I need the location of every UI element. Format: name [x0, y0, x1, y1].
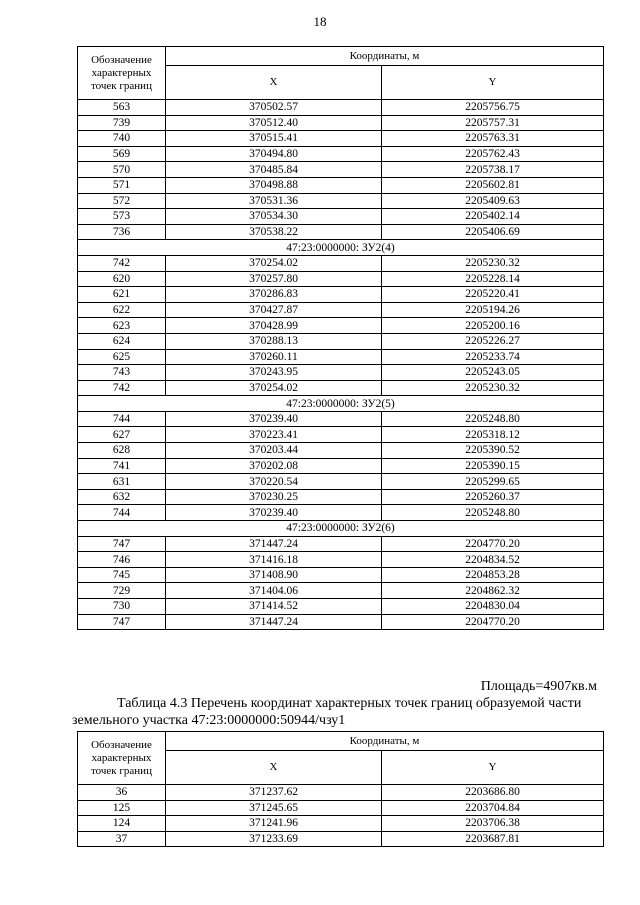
x-coordinate: 371447.24 — [166, 614, 382, 630]
table-row — [78, 131, 604, 147]
y-coordinate: 2205260.37 — [382, 489, 604, 505]
y-coordinate: 2205248.80 — [382, 411, 604, 427]
x-coordinate: 371404.06 — [166, 583, 382, 599]
x-coordinate: 371241.96 — [166, 816, 382, 832]
point-number: 625 — [78, 349, 166, 365]
section-row — [78, 396, 604, 412]
x-coordinate: 370494.80 — [166, 146, 382, 162]
x-coordinate: 370534.30 — [166, 209, 382, 225]
point-number: 744 — [78, 505, 166, 521]
x-coordinate: 371408.90 — [166, 567, 382, 583]
x-coordinate: 371233.69 — [166, 831, 382, 847]
point-number: 745 — [78, 567, 166, 583]
point-number: 570 — [78, 162, 166, 178]
point-number: 631 — [78, 474, 166, 490]
point-number: 742 — [78, 380, 166, 396]
table-row — [78, 349, 604, 365]
point-number: 632 — [78, 489, 166, 505]
section-label: 47:23:0000000: ЗУ2(4) — [78, 240, 604, 256]
table-row — [78, 567, 604, 583]
y-coordinate: 2205226.27 — [382, 333, 604, 349]
x-coordinate: 370202.08 — [166, 458, 382, 474]
section-row — [78, 240, 604, 256]
point-number: 573 — [78, 209, 166, 225]
y-coordinate: 2203687.81 — [382, 831, 604, 847]
y-coordinate: 2203704.84 — [382, 800, 604, 816]
x-coordinate: 370502.57 — [166, 100, 382, 116]
table-row — [78, 411, 604, 427]
y-coordinate: 2205602.81 — [382, 177, 604, 193]
y-coordinate: 2205248.80 — [382, 505, 604, 521]
table-row — [78, 427, 604, 443]
point-number: 36 — [78, 785, 166, 801]
header-x: X — [166, 66, 382, 100]
table-row — [78, 209, 604, 225]
y-coordinate: 2205243.05 — [382, 365, 604, 381]
table-row — [78, 287, 604, 303]
table-row — [78, 614, 604, 630]
table-row — [78, 302, 604, 318]
table-row — [78, 224, 604, 240]
y-coordinate: 2205230.32 — [382, 380, 604, 396]
y-coordinate: 2205406.69 — [382, 224, 604, 240]
table-row — [78, 271, 604, 287]
x-coordinate: 370512.40 — [166, 115, 382, 131]
table-row — [78, 489, 604, 505]
y-coordinate: 2204853.28 — [382, 567, 604, 583]
header-y: Y — [382, 751, 604, 785]
table-row — [78, 552, 604, 568]
x-coordinate: 370286.83 — [166, 287, 382, 303]
table-row — [78, 380, 604, 396]
point-number: 747 — [78, 536, 166, 552]
point-number: 744 — [78, 411, 166, 427]
x-coordinate: 370288.13 — [166, 333, 382, 349]
y-coordinate: 2205756.75 — [382, 100, 604, 116]
x-coordinate: 370257.80 — [166, 271, 382, 287]
coordinates-table-1 — [77, 46, 604, 630]
header-point-designation: Обозначение характерных точек границ — [78, 47, 166, 100]
table-caption-text: Таблица 4.3 Перечень координат характерных точек границ образуемой части земельного участка 47:23:0000000:50944/чзу1 — [72, 696, 582, 728]
x-coordinate: 370230.25 — [166, 489, 382, 505]
y-coordinate: 2205757.31 — [382, 115, 604, 131]
table-row — [78, 100, 604, 116]
y-coordinate: 2204862.32 — [382, 583, 604, 599]
coordinates-table-2 — [77, 731, 604, 847]
table-row — [78, 816, 604, 832]
x-coordinate: 370220.54 — [166, 474, 382, 490]
point-number: 747 — [78, 614, 166, 630]
x-coordinate: 371416.18 — [166, 552, 382, 568]
y-coordinate: 2205233.74 — [382, 349, 604, 365]
table-row — [78, 474, 604, 490]
section-label: 47:23:0000000: ЗУ2(5) — [78, 396, 604, 412]
point-number: 741 — [78, 458, 166, 474]
table-row — [78, 177, 604, 193]
point-number: 627 — [78, 427, 166, 443]
header-y: Y — [382, 66, 604, 100]
x-coordinate: 370498.88 — [166, 177, 382, 193]
point-number: 621 — [78, 287, 166, 303]
point-number: 569 — [78, 146, 166, 162]
y-coordinate: 2205409.63 — [382, 193, 604, 209]
y-coordinate: 2203706.38 — [382, 816, 604, 832]
table-row — [78, 831, 604, 847]
point-number: 742 — [78, 255, 166, 271]
page-number: 18 — [313, 14, 327, 29]
area-note: Площадь=4907кв.м — [480, 679, 597, 694]
table-1-body — [78, 100, 604, 630]
x-coordinate: 371237.62 — [166, 785, 382, 801]
y-coordinate: 2205299.65 — [382, 474, 604, 490]
y-coordinate: 2205200.16 — [382, 318, 604, 334]
x-coordinate: 371245.65 — [166, 800, 382, 816]
point-number: 124 — [78, 816, 166, 832]
table-row — [78, 162, 604, 178]
point-number: 740 — [78, 131, 166, 147]
header-point-designation: Обозначение характерных точек границ — [78, 732, 166, 785]
table-row — [78, 318, 604, 334]
y-coordinate: 2205738.17 — [382, 162, 604, 178]
point-number: 623 — [78, 318, 166, 334]
table-row — [78, 115, 604, 131]
y-coordinate: 2205228.14 — [382, 271, 604, 287]
y-coordinate: 2205230.32 — [382, 255, 604, 271]
point-number: 622 — [78, 302, 166, 318]
x-coordinate: 370485.84 — [166, 162, 382, 178]
section-row — [78, 521, 604, 537]
section-label: 47:23:0000000: ЗУ2(6) — [78, 521, 604, 537]
table-row — [78, 333, 604, 349]
table-row — [78, 458, 604, 474]
point-number: 620 — [78, 271, 166, 287]
x-coordinate: 370239.40 — [166, 411, 382, 427]
table-caption — [72, 696, 608, 729]
point-number: 746 — [78, 552, 166, 568]
y-coordinate: 2205318.12 — [382, 427, 604, 443]
y-coordinate: 2205194.26 — [382, 302, 604, 318]
y-coordinate: 2205390.52 — [382, 443, 604, 459]
y-coordinate: 2204770.20 — [382, 536, 604, 552]
table-row — [78, 505, 604, 521]
x-coordinate: 370254.02 — [166, 255, 382, 271]
table-row — [78, 800, 604, 816]
y-coordinate: 2205220.41 — [382, 287, 604, 303]
table-row — [78, 193, 604, 209]
y-coordinate: 2205762.43 — [382, 146, 604, 162]
table-row — [78, 583, 604, 599]
point-number: 37 — [78, 831, 166, 847]
header-coordinates: Координаты, м — [166, 732, 604, 751]
table-row — [78, 443, 604, 459]
point-number: 125 — [78, 800, 166, 816]
x-coordinate: 370515.41 — [166, 131, 382, 147]
y-coordinate: 2205763.31 — [382, 131, 604, 147]
x-coordinate: 370243.95 — [166, 365, 382, 381]
point-number: 743 — [78, 365, 166, 381]
y-coordinate: 2203686.80 — [382, 785, 604, 801]
y-coordinate: 2204770.20 — [382, 614, 604, 630]
point-number: 729 — [78, 583, 166, 599]
table-row — [78, 785, 604, 801]
x-coordinate: 370428.99 — [166, 318, 382, 334]
header-coordinates: Координаты, м — [166, 47, 604, 66]
point-number: 736 — [78, 224, 166, 240]
point-number: 628 — [78, 443, 166, 459]
point-number: 730 — [78, 599, 166, 615]
x-coordinate: 370203.44 — [166, 443, 382, 459]
x-coordinate: 370531.36 — [166, 193, 382, 209]
table-2-body — [78, 785, 604, 847]
point-number: 571 — [78, 177, 166, 193]
y-coordinate: 2205390.15 — [382, 458, 604, 474]
point-number: 572 — [78, 193, 166, 209]
x-coordinate: 370223.41 — [166, 427, 382, 443]
y-coordinate: 2204834.52 — [382, 552, 604, 568]
x-coordinate: 371414.52 — [166, 599, 382, 615]
point-number: 739 — [78, 115, 166, 131]
x-coordinate: 370254.02 — [166, 380, 382, 396]
point-number: 563 — [78, 100, 166, 116]
x-coordinate: 370538.22 — [166, 224, 382, 240]
table-row — [78, 255, 604, 271]
y-coordinate: 2205402.14 — [382, 209, 604, 225]
x-coordinate: 370260.11 — [166, 349, 382, 365]
x-coordinate: 370427.87 — [166, 302, 382, 318]
header-x: X — [166, 751, 382, 785]
point-number: 624 — [78, 333, 166, 349]
table-row — [78, 536, 604, 552]
x-coordinate: 370239.40 — [166, 505, 382, 521]
table-row — [78, 599, 604, 615]
x-coordinate: 371447.24 — [166, 536, 382, 552]
y-coordinate: 2204830.04 — [382, 599, 604, 615]
table-row — [78, 365, 604, 381]
table-row — [78, 146, 604, 162]
